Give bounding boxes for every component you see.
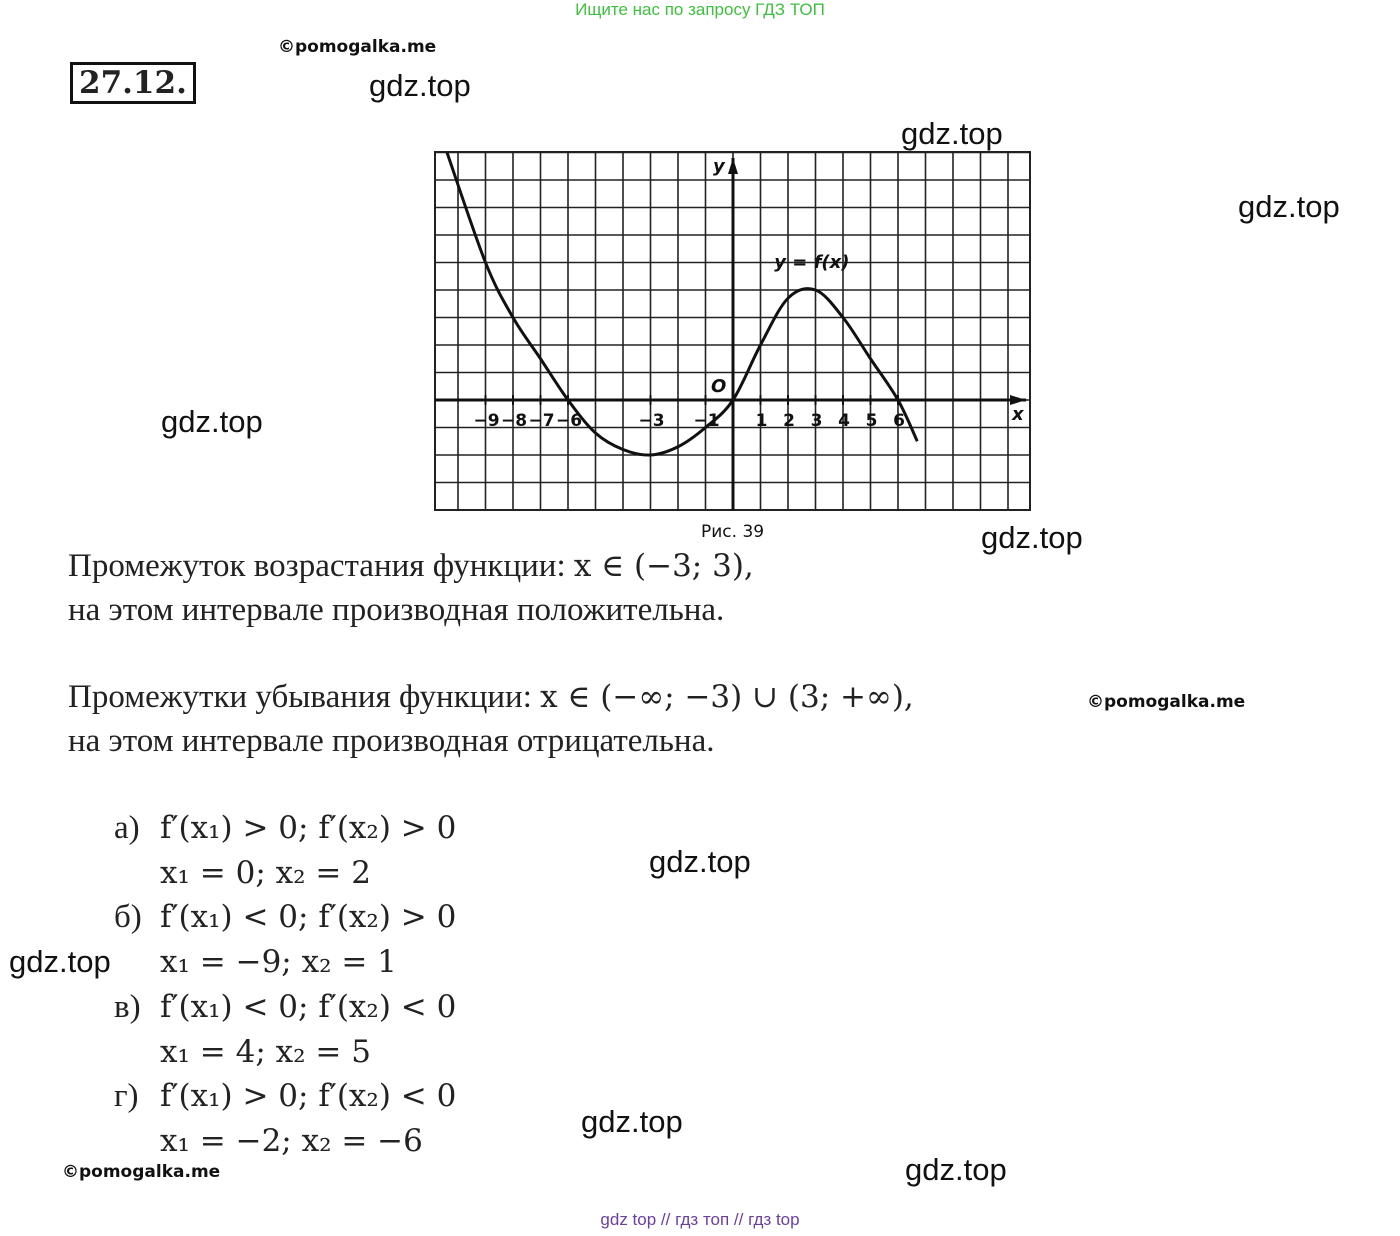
y-axis-label: y xyxy=(713,156,725,177)
tick-label: 6 xyxy=(893,411,905,431)
tick-label: −8 xyxy=(500,411,528,431)
watermark: gdz.top xyxy=(161,404,263,439)
item-b xyxy=(114,895,456,939)
item-d-values xyxy=(160,1119,423,1163)
top-banner[interactable]: Ищите нас по запросу ГДЗ ТОП xyxy=(575,0,825,19)
decrease-note: на этом интервале производная отрицательна. xyxy=(68,723,715,759)
item-label: г) xyxy=(114,1078,139,1114)
curve-label: y = f(x) xyxy=(774,252,850,273)
item-values: x₁ = −9; x₂ = 1 xyxy=(160,944,397,980)
item-condition: f′(x₁) < 0; f′(x₂) > 0 xyxy=(160,899,457,935)
tick-label: −3 xyxy=(638,411,665,431)
copyright-label: ©pomogalka.me xyxy=(278,37,437,57)
watermark: gdz.top xyxy=(9,944,111,979)
decrease-interval: x ∈ (−∞; −3) ∪ (3; +∞), xyxy=(540,679,914,715)
item-a-values xyxy=(160,851,371,895)
item-values: x₁ = 4; x₂ = 5 xyxy=(160,1034,371,1070)
figure-caption: Рис. 39 xyxy=(701,522,765,542)
tick-label: −6 xyxy=(555,411,583,431)
tick-label: −7 xyxy=(528,411,555,431)
watermark: gdz.top xyxy=(581,1104,683,1139)
decrease-line xyxy=(68,675,914,719)
tick-label: 1 xyxy=(755,411,768,431)
tick-label: 2 xyxy=(783,411,795,431)
watermark: gdz.top xyxy=(1238,189,1340,224)
item-condition: f′(x₁) < 0; f′(x₂) < 0 xyxy=(160,989,457,1025)
decrease-text: Промежутки убывания функции: xyxy=(68,679,541,715)
tick-label: 4 xyxy=(838,411,850,431)
function-graph xyxy=(430,145,1040,550)
item-c xyxy=(114,985,456,1029)
task-number: 27.12. xyxy=(70,62,196,104)
item-label: б) xyxy=(114,899,142,935)
origin-label: O xyxy=(711,376,727,397)
watermark: gdz.top xyxy=(649,844,751,879)
item-condition: f′(x₁) > 0; f′(x₂) > 0 xyxy=(160,810,457,846)
tick-label: −1 xyxy=(693,411,720,431)
copyright-label: ©pomogalka.me xyxy=(62,1162,221,1182)
item-c-values xyxy=(160,1030,371,1074)
tick-label: 5 xyxy=(865,411,878,431)
x-axis-label: x xyxy=(1012,404,1024,425)
tick-label: −9 xyxy=(473,411,500,431)
copyright-label: ©pomogalka.me xyxy=(1087,692,1246,712)
footer-links[interactable]: gdz top // гдз топ // гдз top xyxy=(600,1210,800,1229)
increase-text: Промежуток возрастания функции: xyxy=(68,548,574,584)
watermark: gdz.top xyxy=(369,68,471,103)
item-d xyxy=(114,1074,456,1118)
watermark: gdz.top xyxy=(901,116,1003,151)
item-label: в) xyxy=(114,989,141,1025)
function-curve xyxy=(447,153,917,456)
item-condition: f′(x₁) > 0; f′(x₂) < 0 xyxy=(160,1078,457,1114)
increase-line xyxy=(68,544,754,588)
item-values: x₁ = −2; x₂ = −6 xyxy=(160,1123,423,1159)
item-a xyxy=(114,806,456,850)
tick-label: 3 xyxy=(810,411,823,431)
item-values: x₁ = 0; x₂ = 2 xyxy=(160,855,371,891)
increase-interval: x ∈ (−3; 3), xyxy=(573,548,754,584)
watermark: gdz.top xyxy=(981,520,1083,555)
y-axis-arrow xyxy=(728,158,738,174)
item-label: а) xyxy=(114,810,140,846)
watermark: gdz.top xyxy=(905,1152,1007,1187)
item-b-values xyxy=(160,940,397,984)
increase-note: на этом интервале производная положительна. xyxy=(68,592,725,628)
